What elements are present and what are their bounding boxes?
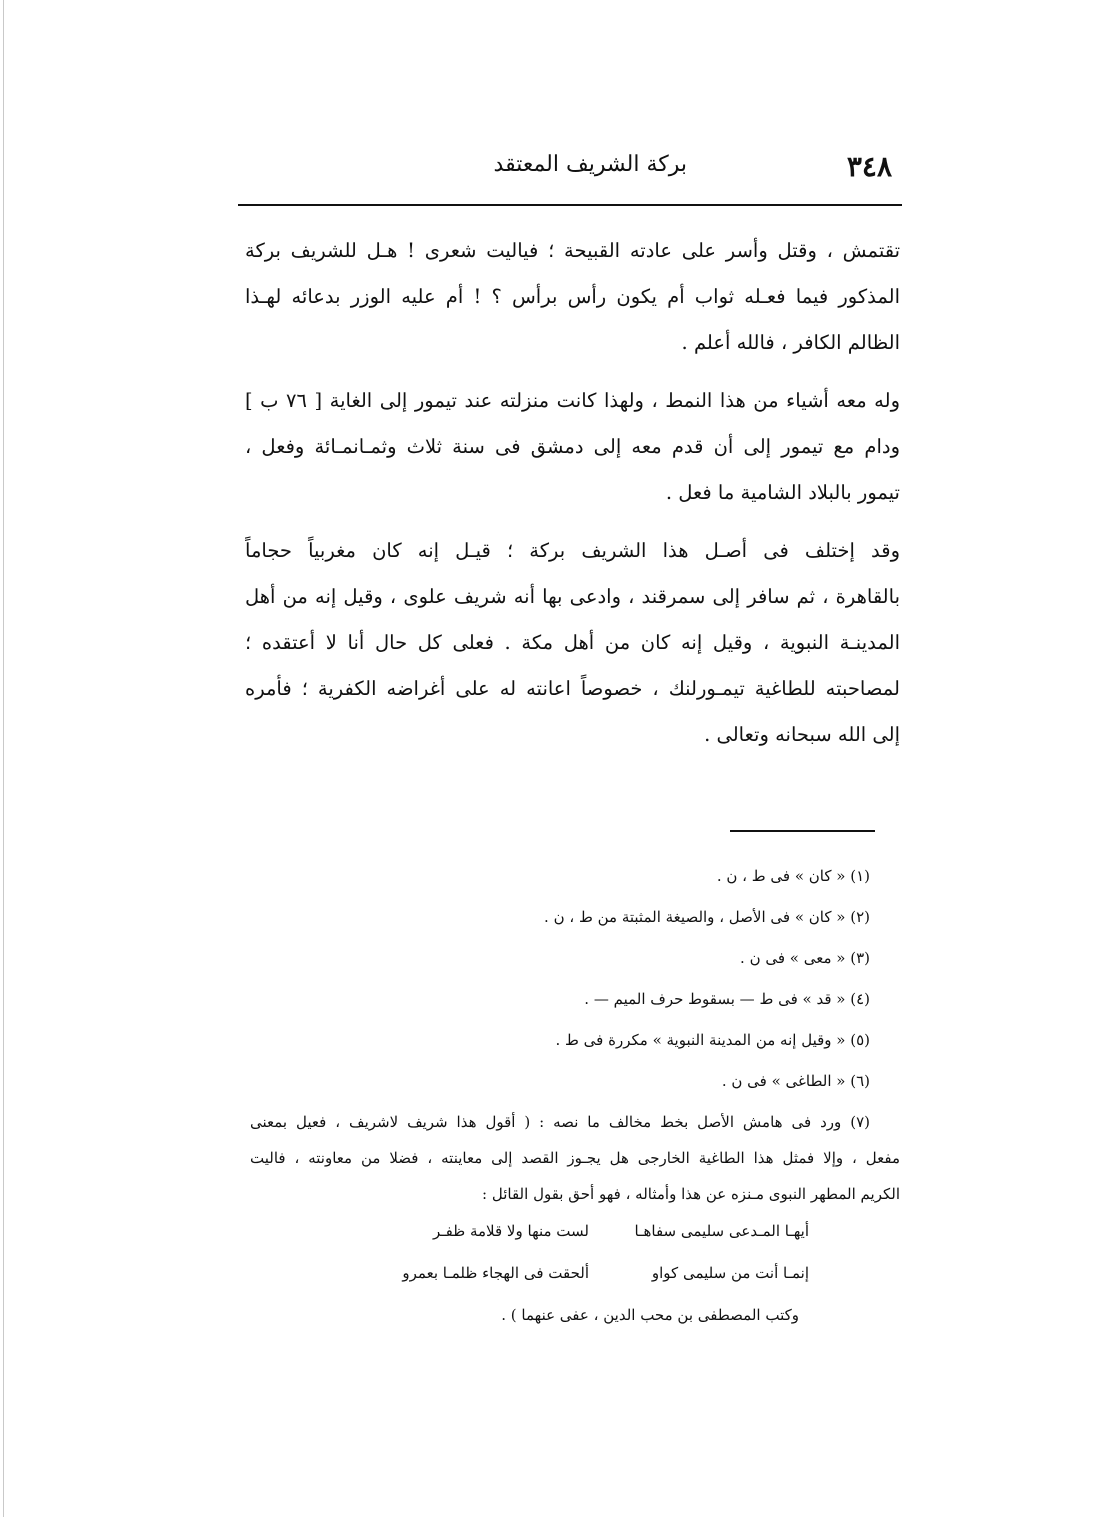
text-line: إلى الله سبحانه وتعالى . (704, 723, 900, 746)
paragraph-gap (245, 516, 900, 528)
text-line: الظالم الكافر ، فالله أعلم . (681, 331, 900, 354)
footnote-separator (730, 830, 875, 832)
text-line: تقتمش ، وقتل وأسر على عادته القبيحة ؛ فياليت شعرى ! هـل للشريف بركة (245, 239, 900, 262)
running-title: بركة الشريف المعتقد (493, 152, 687, 177)
text-line: وله معه أشياء من هذا النمط ، ولهذا كانت منزلته عند تيمور إلى الغاية [ ٧٦ ب ] (245, 389, 900, 412)
paragraph-gap (245, 366, 900, 378)
main-text (245, 228, 900, 758)
footnote-7-line: مفعل ، وإلا فمثل هذا الطاغية الخارجى هل يجـوز القصد إلى معاينته ، فضلا من معاونته ، فاليت (250, 1149, 900, 1167)
footnote-item: (١) « كان » فى ط ، ن . (716, 867, 870, 885)
footnote-item: (٤) « قد » فى ط — بسقوط حرف الميم — . (584, 990, 870, 1008)
verse-2-second-hemistich: ألحقت فى الهجاء ظلمـا بعمرو (402, 1264, 589, 1282)
text-line: المذكور فيما فعـله ثواب أم يكون رأس برأس ؟ ! أم عليه الوزر بدعائه لهـذا (245, 285, 900, 308)
page-number: ٣٤٨ (846, 150, 892, 183)
text-line: لمصاحبته للطاغية تيمـورلنك ، خصوصاً اعانته له على أغراضه الكفرية ؛ فأمره (245, 677, 900, 700)
footnote-signature: وكتب المصطفى بن محب الدين ، عفى عنهما ) . (501, 1306, 799, 1324)
footnote-item: (٦) « الطاغى » فى ن . (721, 1072, 870, 1090)
header-rule (238, 204, 902, 206)
text-line: تيمور بالبلاد الشامية ما فعل . (665, 481, 900, 504)
page-edge-line (3, 0, 4, 1517)
verse-1-first-hemistich: أيهـا المـدعى سليمى سفاهـا (634, 1222, 809, 1240)
text-line: المدينـة النبوية ، وقيل إنه كان من أهل مكة . فعلى كل حال أنا لا أعتقده ؛ (245, 631, 900, 654)
verse-2-first-hemistich: إنمـا أنت من سليمى كواو (651, 1264, 809, 1282)
footnote-item: (٣) « معى » فى ن . (740, 949, 870, 967)
footnote-7-line: (٧) ورد فى هامش الأصل بخط مخالف ما نصه : ( أقول هذا شريف لاشريف ، فعيل بمعنى (250, 1113, 870, 1131)
footnote-item: (٥) « وقيل إنه من المدينة النبوية » مكررة فى ط . (555, 1031, 870, 1049)
text-line: وقد إختلف فى أصـل هذا الشريف بركة ؛ قيـل إنه كان مغربياً حجاماً (245, 539, 900, 562)
footnote-7-line: الكريم المطهر النبوى مـنزه عن هذا وأمثاله ، فهو أحق بقول القائل : (482, 1185, 900, 1203)
text-line: ودام مع تيمور إلى أن قدم معه إلى دمشق فى سنة ثلاث وثمـانمـائة وفعل ، (245, 435, 900, 458)
page-header (238, 138, 902, 200)
text-line: بالقاهرة ، ثم سافر إلى سمرقند ، وادعى بها أنه شريف علوى ، وقيل إنه من أهل (245, 585, 900, 608)
footnote-item: (٢) « كان » فى الأصل ، والصيغة المثبتة من ط ، ن . (544, 908, 870, 926)
footnote-7 (250, 1104, 900, 1212)
verse-1-second-hemistich: لست منها ولا قلامة ظفـر (433, 1222, 589, 1240)
footnotes (250, 856, 900, 1212)
